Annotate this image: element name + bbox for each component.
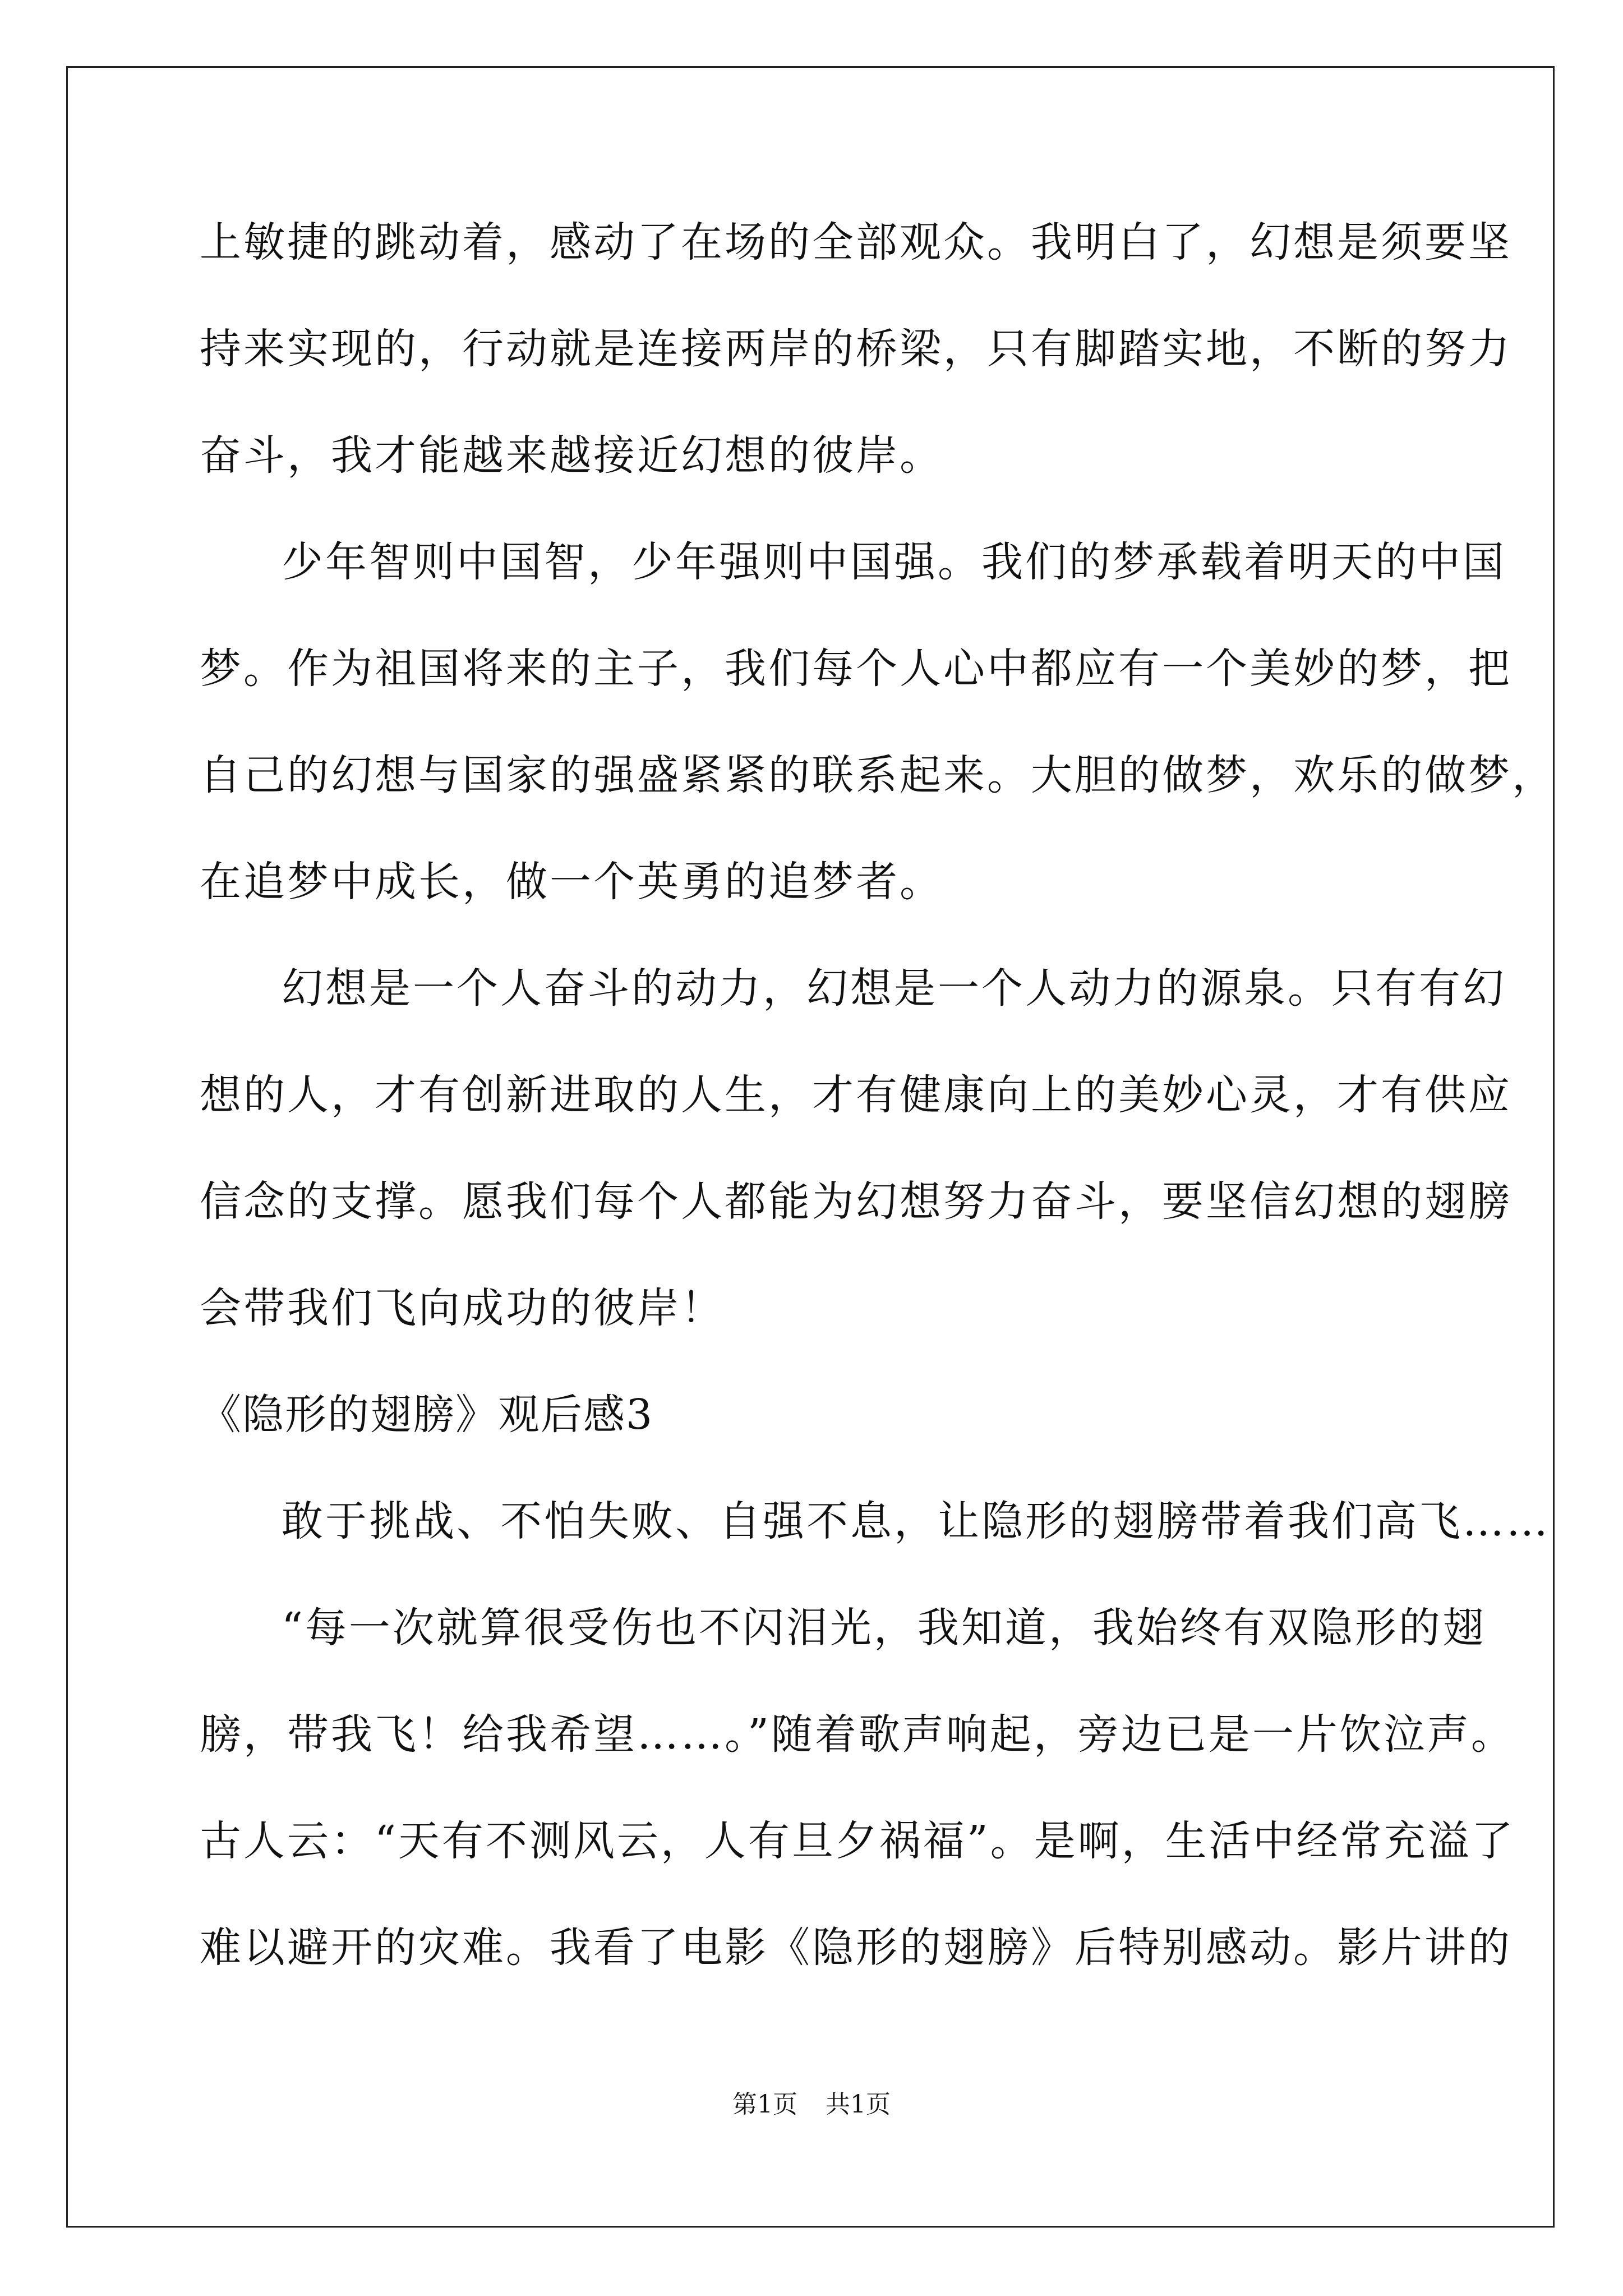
- body-line: 持来实现的，行动就是连接两岸的桥梁，只有脚踏实地，不断的努力: [200, 325, 1512, 373]
- document-body: [200, 211, 1556, 2023]
- body-line: 上敏捷的跳动着，感动了在场的全部观众。我明白了，幻想是须要坚: [200, 218, 1512, 266]
- body-line: 会带我们飞向成功的彼岸！: [200, 1284, 725, 1332]
- body-line: 想的人，才有创新进取的人生，才有健康向上的美妙心灵，才有供应: [200, 1071, 1512, 1119]
- page-total: 共1页: [826, 2090, 891, 2119]
- body-line: 奋斗，我才能越来越接近幻想的彼岸。: [200, 431, 943, 480]
- section-heading: 《隐形的翅膀》观后感3: [200, 1391, 654, 1439]
- body-line: 梦。作为祖国将来的主子，我们每个人心中都应有一个美妙的梦，把: [200, 645, 1512, 693]
- paragraph-first-line: “每一次就算很受伤也不闪泪光，我知道，我始终有双隐形的翅: [282, 1604, 1486, 1652]
- body-line: 信念的支撑。愿我们每个人都能为幻想努力奋斗，要坚信幻想的翅膀: [200, 1177, 1512, 1226]
- body-line: 难以避开的灾难。我看了电影《隐形的翅膀》后特别感动。影片讲的: [200, 1924, 1512, 1972]
- paragraph-first-line: 幻想是一个人奋斗的动力，幻想是一个人动力的源泉。只有有幻: [282, 964, 1506, 1013]
- page-footer: [0, 2084, 1623, 2120]
- paragraph-first-line: 少年智则中国智，少年强则中国强。我们的梦承载着明天的中国: [282, 538, 1506, 586]
- body-line: 自己的幻想与国家的强盛紧紧的联系起来。大胆的做梦，欢乐的做梦，: [200, 751, 1556, 799]
- body-line: 古人云：“天有不测风云，人有旦夕祸福”。是啊，生活中经常充溢了: [200, 1817, 1515, 1865]
- page-number: 第1页: [732, 2090, 797, 2119]
- body-line: 膀，带我飞！给我希望……。”随着歌声响起，旁边已是一片饮泣声。: [200, 1710, 1515, 1759]
- paragraph-first-line: 敢于挑战、不怕失败、自强不息，让隐形的翅膀带着我们高飞……: [282, 1497, 1550, 1545]
- body-line: 在追梦中成长，做一个英勇的追梦者。: [200, 858, 943, 906]
